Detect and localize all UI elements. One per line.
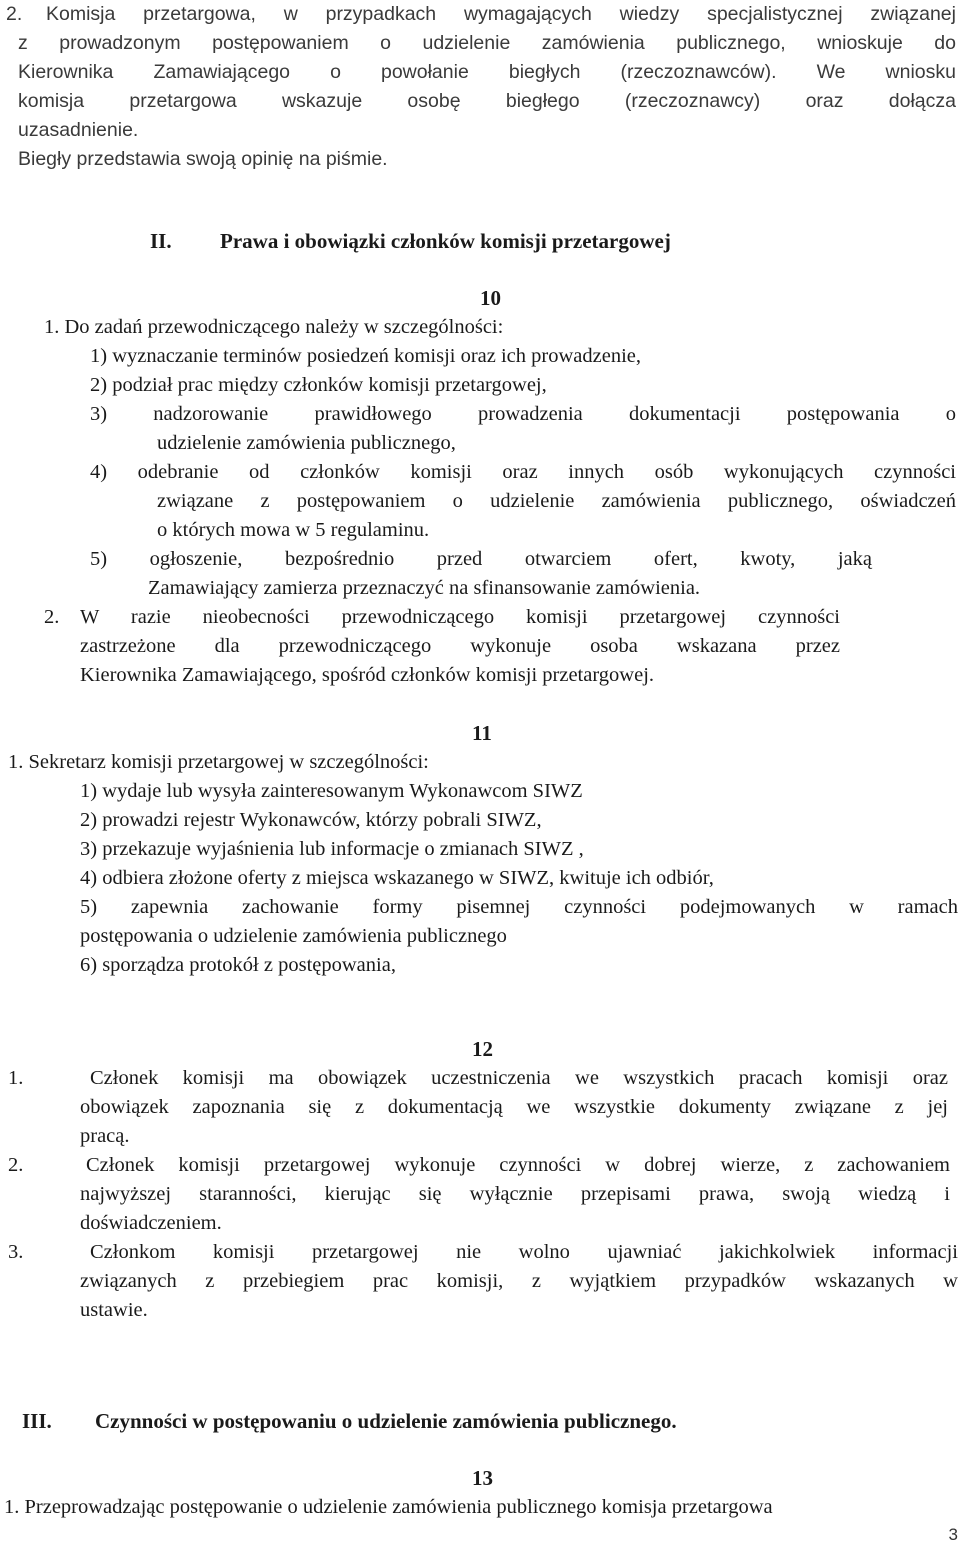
- text-line: komisja przetargowa wskazuje osobę biegłego (rzeczoznawcy) oraz dołącza: [18, 90, 956, 112]
- list-subitem-cont: o których mowa w 5 regulaminu.: [157, 519, 430, 541]
- item-number: 1.: [8, 1067, 24, 1089]
- list-subitem: 1) wyznaczanie terminów posiedzeń komisji oraz ich prowadzenie,: [90, 345, 642, 367]
- text-line: Kierownika Zamawiającego o powołanie biegłych (rzeczoznawców). We wniosku: [18, 61, 956, 83]
- text-line: Członek komisji ma obowiązek uczestniczenia we wszystkich pracach komisji oraz: [90, 1067, 948, 1089]
- text-line: Komisja przetargowa, w przypadkach wymagających wiedzy specjalistycznej związanej: [46, 3, 956, 25]
- paragraph-heading: 10: [480, 286, 501, 310]
- text-line: Członkom komisji przetargowej nie wolno ujawniać jakichkolwiek informacji: [90, 1241, 958, 1263]
- text-line: związanych z przebiegiem prac komisji, z wyjątkiem przypadków wskazanych w: [80, 1270, 958, 1292]
- list-subitem: 6) sporządza protokół z postępowania,: [80, 954, 396, 976]
- list-item: 1. Przeprowadzając postępowanie o udzielenie zamówienia publicznego komisja przetargowa: [4, 1496, 773, 1518]
- list-subitem: 4) odebranie od członków komisji oraz innych osób wykonujących czynności: [90, 461, 956, 483]
- item-number: 2.: [44, 606, 60, 628]
- list-subitem: 3) przekazuje wyjaśnienia lub informacje o zmianach SIWZ ,: [80, 838, 584, 860]
- item-number: 2.: [8, 1154, 24, 1176]
- page-number: 3: [948, 1525, 958, 1544]
- list-subitem: 4) odbiera złożone oferty z miejsca wskazanego w SIWZ, kwituje ich odbiór,: [80, 867, 714, 889]
- list-item: 1. Do zadań przewodniczącego należy w szczególności:: [44, 316, 504, 338]
- text-line: Członek komisji przetargowej wykonuje czynności w dobrej wierze, z zachowaniem: [86, 1154, 950, 1176]
- section-number: II.: [150, 229, 172, 253]
- section-number: III.: [22, 1409, 52, 1433]
- list-subitem: 5) ogłoszenie, bezpośrednio przed otwarciem ofert, kwoty, jaką: [90, 548, 872, 570]
- section-title: Prawa i obowiązki członków komisji przetargowej: [220, 229, 671, 253]
- item-number: 2.: [6, 3, 23, 25]
- text-line: Kierownika Zamawiającego, spośród członków komisji przetargowej.: [80, 664, 655, 686]
- text-line: pracą.: [80, 1125, 130, 1147]
- text-line: zastrzeżone dla przewodniczącego wykonuje osoba wskazana przez: [80, 635, 840, 657]
- list-item: 1. Sekretarz komisji przetargowej w szczególności:: [8, 751, 429, 773]
- list-subitem: 5) zapewnia zachowanie formy pisemnej czynności podejmowanych w ramach: [80, 896, 958, 918]
- section-title: Czynności w postępowaniu o udzielenie zamówienia publicznego.: [95, 1409, 677, 1433]
- item-number: 3.: [8, 1241, 24, 1263]
- list-subitem: 2) prowadzi rejestr Wykonawców, którzy pobrali SIWZ,: [80, 809, 542, 831]
- text-line: obowiązek zapoznania się z dokumentacją we wszystkie dokumenty związane z jej: [80, 1096, 948, 1118]
- paragraph-heading: 13: [472, 1466, 493, 1490]
- list-subitem-cont: udzielenie zamówienia publicznego,: [157, 432, 456, 454]
- text-line: ustawie.: [80, 1299, 148, 1321]
- text-line: uzasadnienie.: [18, 119, 139, 141]
- paragraph-heading: 11: [472, 721, 492, 745]
- text-line: najwyższej staranności, kierując się wyłącznie przepisami prawa, swoją wiedzą i: [80, 1183, 950, 1205]
- list-subitem-cont: Zamawiający zamierza przeznaczyć na sfinansowanie zamówienia.: [148, 577, 701, 599]
- list-subitem-cont: postępowania o udzielenie zamówienia publicznego: [80, 925, 507, 947]
- paragraph-heading: 12: [472, 1037, 493, 1061]
- text-line: z prowadzonym postępowaniem o udzielenie zamówienia publicznego, wnioskuje do: [18, 32, 956, 54]
- list-subitem: 2) podział prac między członków komisji przetargowej,: [90, 374, 547, 396]
- text-line: W razie nieobecności przewodniczącego komisji przetargowej czynności: [80, 606, 840, 628]
- list-subitem: 1) wydaje lub wysyła zainteresowanym Wykonawcom SIWZ: [80, 780, 583, 802]
- list-subitem-cont: związane z postępowaniem o udzielenie zamówienia publicznego, oświadczeń: [157, 490, 956, 512]
- list-subitem: 3) nadzorowanie prawidłowego prowadzenia dokumentacji postępowania o: [90, 403, 956, 425]
- text-line: Biegły przedstawia swoją opinię na piśmie.: [18, 148, 388, 170]
- text-line: doświadczeniem.: [80, 1212, 222, 1234]
